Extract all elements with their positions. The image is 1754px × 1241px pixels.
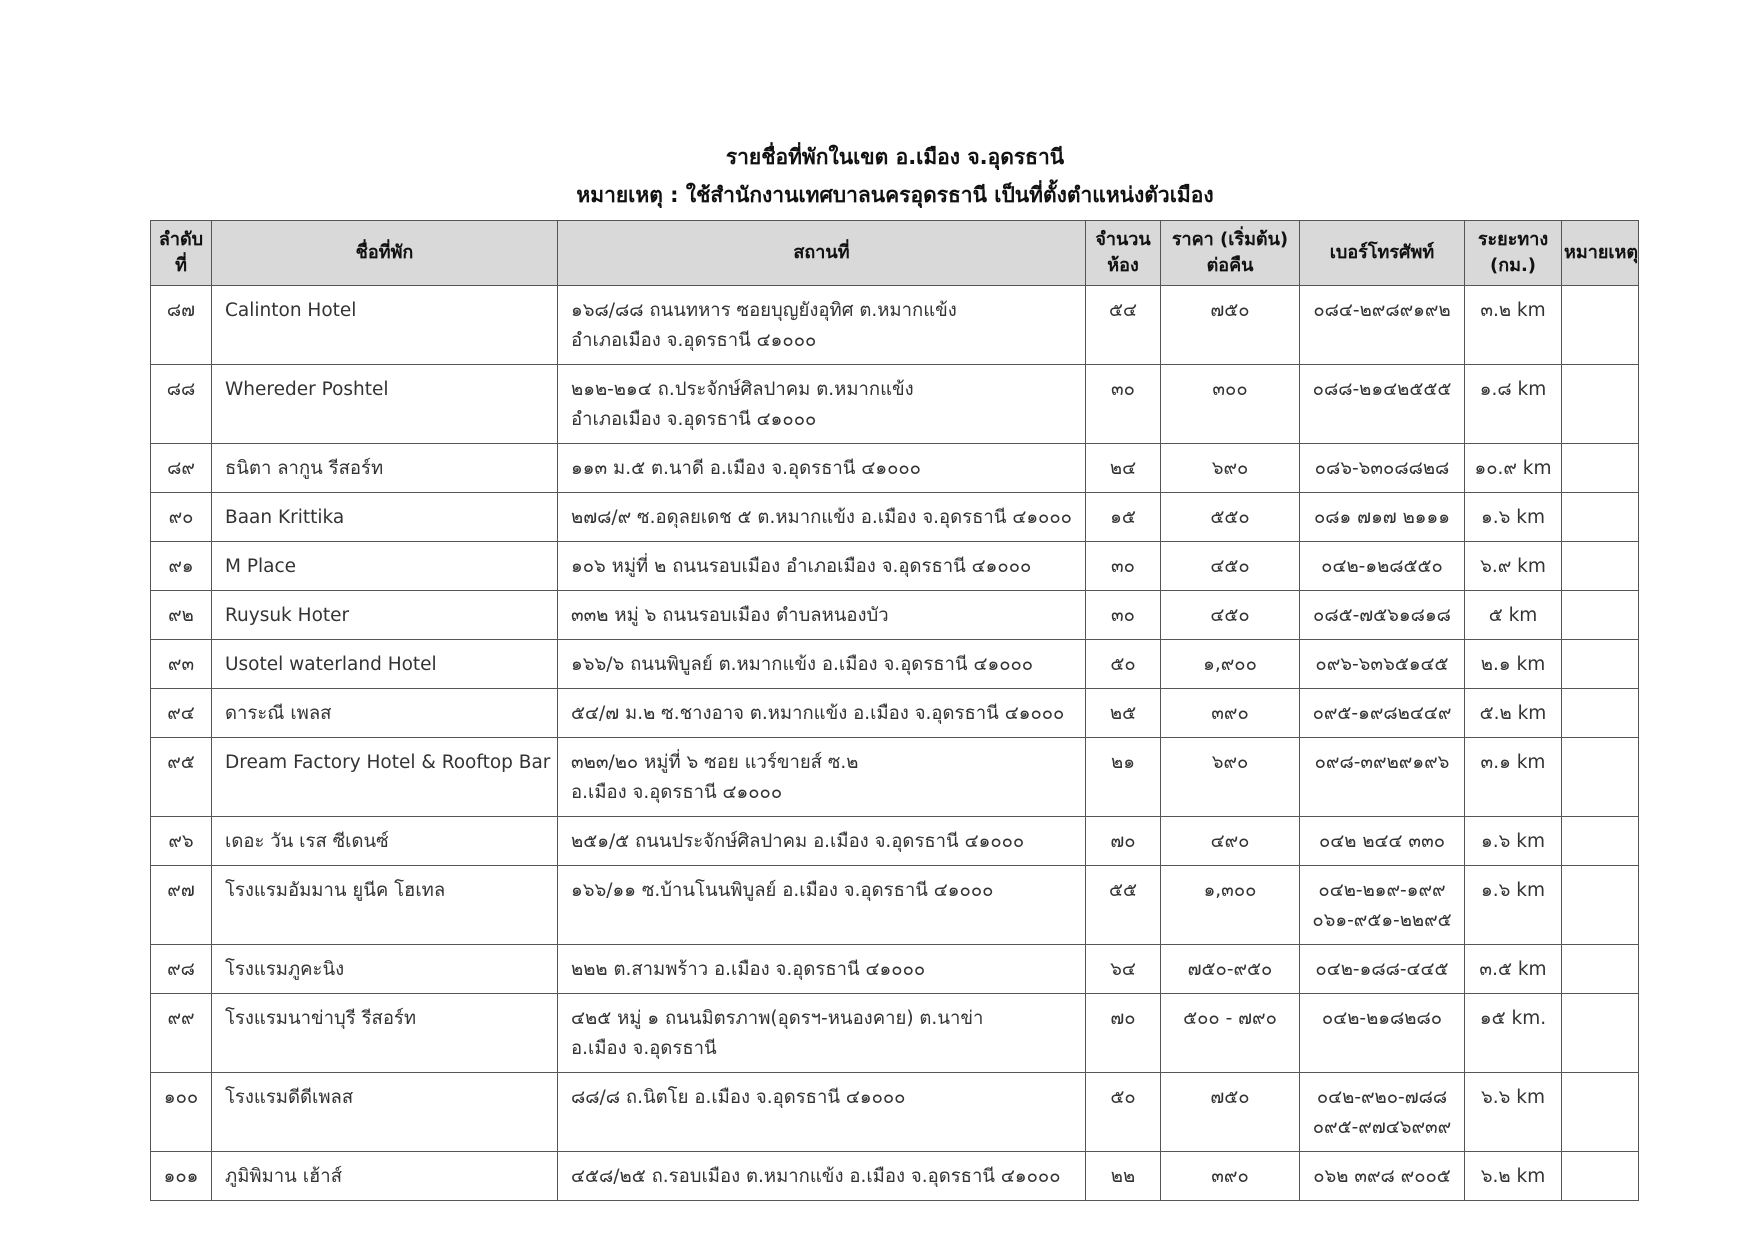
cell-distance: ๖.๒ km <box>1465 1152 1562 1201</box>
cell-phone: ๐๙๘-๓๙๒๙๑๙๖ <box>1300 738 1465 817</box>
column-header-address: สถานที่ <box>558 221 1086 286</box>
cell-phone: ๐๙๖-๖๓๖๕๑๔๕ <box>1300 640 1465 689</box>
cell-rooms: ๓๐ <box>1086 542 1161 591</box>
cell-phone: ๐๔๒-๒๑๘๒๘๐ <box>1300 994 1465 1073</box>
column-header-phone: เบอร์โทรศัพท์ <box>1300 221 1465 286</box>
cell-address: ๒๕๑/๕ ถนนประจักษ์ศิลปาคม อ.เมือง จ.อุดรธานี ๔๑๐๐๐ <box>558 817 1086 866</box>
cell-rooms: ๒๒ <box>1086 1152 1161 1201</box>
cell-price: ๗๕๐ <box>1161 286 1300 365</box>
cell-no: ๑๐๐ <box>151 1073 212 1152</box>
cell-rooms: ๗๐ <box>1086 994 1161 1073</box>
cell-no: ๙๕ <box>151 738 212 817</box>
cell-rooms: ๒๑ <box>1086 738 1161 817</box>
table-row <box>151 542 1639 591</box>
cell-no: ๙๘ <box>151 945 212 994</box>
cell-distance: ๓.๒ km <box>1465 286 1562 365</box>
column-header-rooms: จำนวน ห้อง <box>1086 221 1161 286</box>
cell-name: ภูมิพิมาน เฮ้าส์ <box>212 1152 558 1201</box>
cell-rooms: ๑๕ <box>1086 493 1161 542</box>
cell-no: ๘๗ <box>151 286 212 365</box>
cell-price: ๑,๙๐๐ <box>1161 640 1300 689</box>
cell-address: ๒๗๘/๙ ซ.อดุลยเดช ๕ ต.หมากแข้ง อ.เมือง จ.อุดรธานี ๔๑๐๐๐ <box>558 493 1086 542</box>
cell-address: ๓๒๓/๒๐ หมู่ที่ ๖ ซอย แวร์ขายส์ ซ.๒ อ.เมือง จ.อุดรธานี ๔๑๐๐๐ <box>558 738 1086 817</box>
table-row <box>151 591 1639 640</box>
cell-address: ๘๘/๘ ถ.นิตโย อ.เมือง จ.อุดรธานี ๔๑๐๐๐ <box>558 1073 1086 1152</box>
column-header-price: ราคา (เริ่มต้น) ต่อคืน <box>1161 221 1300 286</box>
cell-distance: ๑๕ km. <box>1465 994 1562 1073</box>
cell-distance: ๑.๘ km <box>1465 365 1562 444</box>
cell-name: M Place <box>212 542 558 591</box>
cell-remark <box>1562 542 1639 591</box>
cell-address: ๕๔/๗ ม.๒ ซ.ชางอาจ ต.หมากแข้ง อ.เมือง จ.อุดรธานี ๔๑๐๐๐ <box>558 689 1086 738</box>
cell-price: ๔๕๐ <box>1161 591 1300 640</box>
table-row <box>151 640 1639 689</box>
table-row <box>151 866 1639 945</box>
cell-distance: ๑.๖ km <box>1465 817 1562 866</box>
cell-remark <box>1562 591 1639 640</box>
cell-address: ๔๕๘/๒๕ ถ.รอบเมือง ต.หมากแข้ง อ.เมือง จ.อุดรธานี ๔๑๐๐๐ <box>558 1152 1086 1201</box>
cell-name: เดอะ วัน เรส ซีเดนซ์ <box>212 817 558 866</box>
table-row <box>151 945 1639 994</box>
table-row <box>151 286 1639 365</box>
cell-phone: ๐๔๒-๒๑๙-๑๙๙ ๐๖๑-๙๕๑-๒๒๙๕ <box>1300 866 1465 945</box>
cell-phone: ๐๔๒-๑๘๘-๔๔๕ <box>1300 945 1465 994</box>
table-header-row <box>151 221 1639 286</box>
cell-distance: ๓.๕ km <box>1465 945 1562 994</box>
cell-remark <box>1562 866 1639 945</box>
cell-phone: ๐๔๒-๙๒๐-๗๘๘ ๐๙๕-๙๗๔๖๙๓๙ <box>1300 1073 1465 1152</box>
document-title: รายชื่อที่พักในเขต อ.เมือง จ.อุดรธานี <box>725 145 1065 169</box>
cell-name: Calinton Hotel <box>212 286 558 365</box>
cell-address: ๑๑๓ ม.๕ ต.นาดี อ.เมือง จ.อุดรธานี ๔๑๐๐๐ <box>558 444 1086 493</box>
cell-remark <box>1562 945 1639 994</box>
cell-distance: ๖.๙ km <box>1465 542 1562 591</box>
cell-address: ๑๐๖ หมู่ที่ ๒ ถนนรอบเมือง อำเภอเมือง จ.อุดรธานี ๔๑๐๐๐ <box>558 542 1086 591</box>
table-row <box>151 493 1639 542</box>
table-row <box>151 689 1639 738</box>
cell-name: Dream Factory Hotel & Rooftop Bar <box>212 738 558 817</box>
cell-no: ๘๘ <box>151 365 212 444</box>
cell-price: ๔๕๐ <box>1161 542 1300 591</box>
cell-phone: ๐๔๒-๑๒๘๕๕๐ <box>1300 542 1465 591</box>
cell-remark <box>1562 444 1639 493</box>
cell-phone: ๐๘๔-๒๙๘๙๑๙๒ <box>1300 286 1465 365</box>
cell-price: ๗๕๐-๙๕๐ <box>1161 945 1300 994</box>
cell-name: ธนิตา ลากูน รีสอร์ท <box>212 444 558 493</box>
cell-remark <box>1562 738 1639 817</box>
cell-remark <box>1562 1073 1639 1152</box>
cell-no: ๙๗ <box>151 866 212 945</box>
cell-phone: ๐๘๖-๖๓๐๘๘๒๘ <box>1300 444 1465 493</box>
cell-remark <box>1562 817 1639 866</box>
cell-rooms: ๕๐ <box>1086 1073 1161 1152</box>
cell-price: ๑,๓๐๐ <box>1161 866 1300 945</box>
table-row <box>151 444 1639 493</box>
cell-distance: ๑๐.๙ km <box>1465 444 1562 493</box>
cell-no: ๙๔ <box>151 689 212 738</box>
cell-rooms: ๕๕ <box>1086 866 1161 945</box>
cell-distance: ๒.๑ km <box>1465 640 1562 689</box>
cell-no: ๙๐ <box>151 493 212 542</box>
cell-remark <box>1562 365 1639 444</box>
cell-price: ๕๕๐ <box>1161 493 1300 542</box>
cell-address: ๓๓๒ หมู่ ๖ ถนนรอบเมือง ตำบลหนองบัว <box>558 591 1086 640</box>
column-header-name: ชื่อที่พัก <box>212 221 558 286</box>
cell-rooms: ๕๔ <box>1086 286 1161 365</box>
cell-remark <box>1562 640 1639 689</box>
document-header <box>0 138 1754 214</box>
cell-distance: ๕.๒ km <box>1465 689 1562 738</box>
cell-name: ดาระณี เพลส <box>212 689 558 738</box>
cell-distance: ๖.๖ km <box>1465 1073 1562 1152</box>
cell-price: ๓๐๐ <box>1161 365 1300 444</box>
document-note: หมายเหตุ : ใช้สำนักงานเทศบาลนครอุดรธานี เป็นที่ตั้งตำแหน่งตัวเมือง <box>576 183 1214 207</box>
column-header-distance: ระยะทาง (กม.) <box>1465 221 1562 286</box>
table-row <box>151 994 1639 1073</box>
cell-name: โรงแรมอัมมาน ยูนีค โฮเทล <box>212 866 558 945</box>
cell-name: Whereder Poshtel <box>212 365 558 444</box>
cell-phone: ๐๖๒ ๓๙๘ ๙๐๐๕ <box>1300 1152 1465 1201</box>
table-body <box>151 286 1639 1201</box>
cell-price: ๖๙๐ <box>1161 444 1300 493</box>
cell-remark <box>1562 286 1639 365</box>
cell-rooms: ๓๐ <box>1086 591 1161 640</box>
cell-no: ๙๒ <box>151 591 212 640</box>
cell-name: โรงแรมดีดีเพลส <box>212 1073 558 1152</box>
cell-phone: ๐๘๕-๗๕๖๑๘๑๘ <box>1300 591 1465 640</box>
cell-phone: ๐๔๒ ๒๔๔ ๓๓๐ <box>1300 817 1465 866</box>
cell-distance: ๑.๖ km <box>1465 866 1562 945</box>
cell-remark <box>1562 1152 1639 1201</box>
cell-no: ๘๙ <box>151 444 212 493</box>
cell-distance: ๓.๑ km <box>1465 738 1562 817</box>
cell-rooms: ๖๔ <box>1086 945 1161 994</box>
cell-no: ๑๐๑ <box>151 1152 212 1201</box>
column-header-no: ลำดับ ที่ <box>151 221 212 286</box>
cell-rooms: ๒๔ <box>1086 444 1161 493</box>
cell-no: ๙๖ <box>151 817 212 866</box>
cell-name: โรงแรมนาข่าบุรี รีสอร์ท <box>212 994 558 1073</box>
cell-price: ๕๐๐ - ๗๙๐ <box>1161 994 1300 1073</box>
cell-no: ๙๑ <box>151 542 212 591</box>
cell-address: ๑๖๖/๑๑ ซ.บ้านโนนพิบูลย์ อ.เมือง จ.อุดรธานี ๔๑๐๐๐ <box>558 866 1086 945</box>
cell-phone: ๐๙๕-๑๙๘๒๔๔๙ <box>1300 689 1465 738</box>
column-header-remark: หมายเหตุ <box>1562 221 1639 286</box>
cell-rooms: ๒๕ <box>1086 689 1161 738</box>
cell-phone: ๐๘๘-๒๑๔๒๕๕๕ <box>1300 365 1465 444</box>
cell-rooms: ๓๐ <box>1086 365 1161 444</box>
cell-price: ๖๙๐ <box>1161 738 1300 817</box>
cell-price: ๓๙๐ <box>1161 1152 1300 1201</box>
cell-remark <box>1562 994 1639 1073</box>
table-row <box>151 817 1639 866</box>
cell-address: ๒๒๒ ต.สามพร้าว อ.เมือง จ.อุดรธานี ๔๑๐๐๐ <box>558 945 1086 994</box>
table-row <box>151 738 1639 817</box>
cell-rooms: ๗๐ <box>1086 817 1161 866</box>
cell-address: ๑๖๘/๘๘ ถนนทหาร ซอยบุญยังอุทิศ ต.หมากแข้ง อำเภอเมือง จ.อุดรธานี ๔๑๐๐๐ <box>558 286 1086 365</box>
cell-no: ๙๙ <box>151 994 212 1073</box>
cell-address: ๔๒๕ หมู่ ๑ ถนนมิตรภาพ(อุดรฯ-หนองคาย) ต.นาข่า อ.เมือง จ.อุดรธานี <box>558 994 1086 1073</box>
cell-phone: ๐๘๑ ๗๑๗ ๒๑๑๑ <box>1300 493 1465 542</box>
cell-no: ๙๓ <box>151 640 212 689</box>
cell-distance: ๕ km <box>1465 591 1562 640</box>
cell-distance: ๑.๖ km <box>1465 493 1562 542</box>
cell-rooms: ๕๐ <box>1086 640 1161 689</box>
cell-remark <box>1562 689 1639 738</box>
cell-remark <box>1562 493 1639 542</box>
cell-price: ๓๙๐ <box>1161 689 1300 738</box>
cell-name: Ruysuk Hoter <box>212 591 558 640</box>
cell-name: Usotel waterland Hotel <box>212 640 558 689</box>
accommodation-table <box>150 220 1639 1201</box>
table-row <box>151 1152 1639 1201</box>
cell-name: Baan Krittika <box>212 493 558 542</box>
cell-address: ๒๑๒-๒๑๔ ถ.ประจักษ์ศิลปาคม ต.หมากแข้ง อำเภอเมือง จ.อุดรธานี ๔๑๐๐๐ <box>558 365 1086 444</box>
cell-price: ๗๕๐ <box>1161 1073 1300 1152</box>
cell-name: โรงแรมภูคะนิง <box>212 945 558 994</box>
cell-price: ๔๙๐ <box>1161 817 1300 866</box>
table-row <box>151 1073 1639 1152</box>
table-row <box>151 365 1639 444</box>
cell-address: ๑๖๖/๖ ถนนพิบูลย์ ต.หมากแข้ง อ.เมือง จ.อุดรธานี ๔๑๐๐๐ <box>558 640 1086 689</box>
